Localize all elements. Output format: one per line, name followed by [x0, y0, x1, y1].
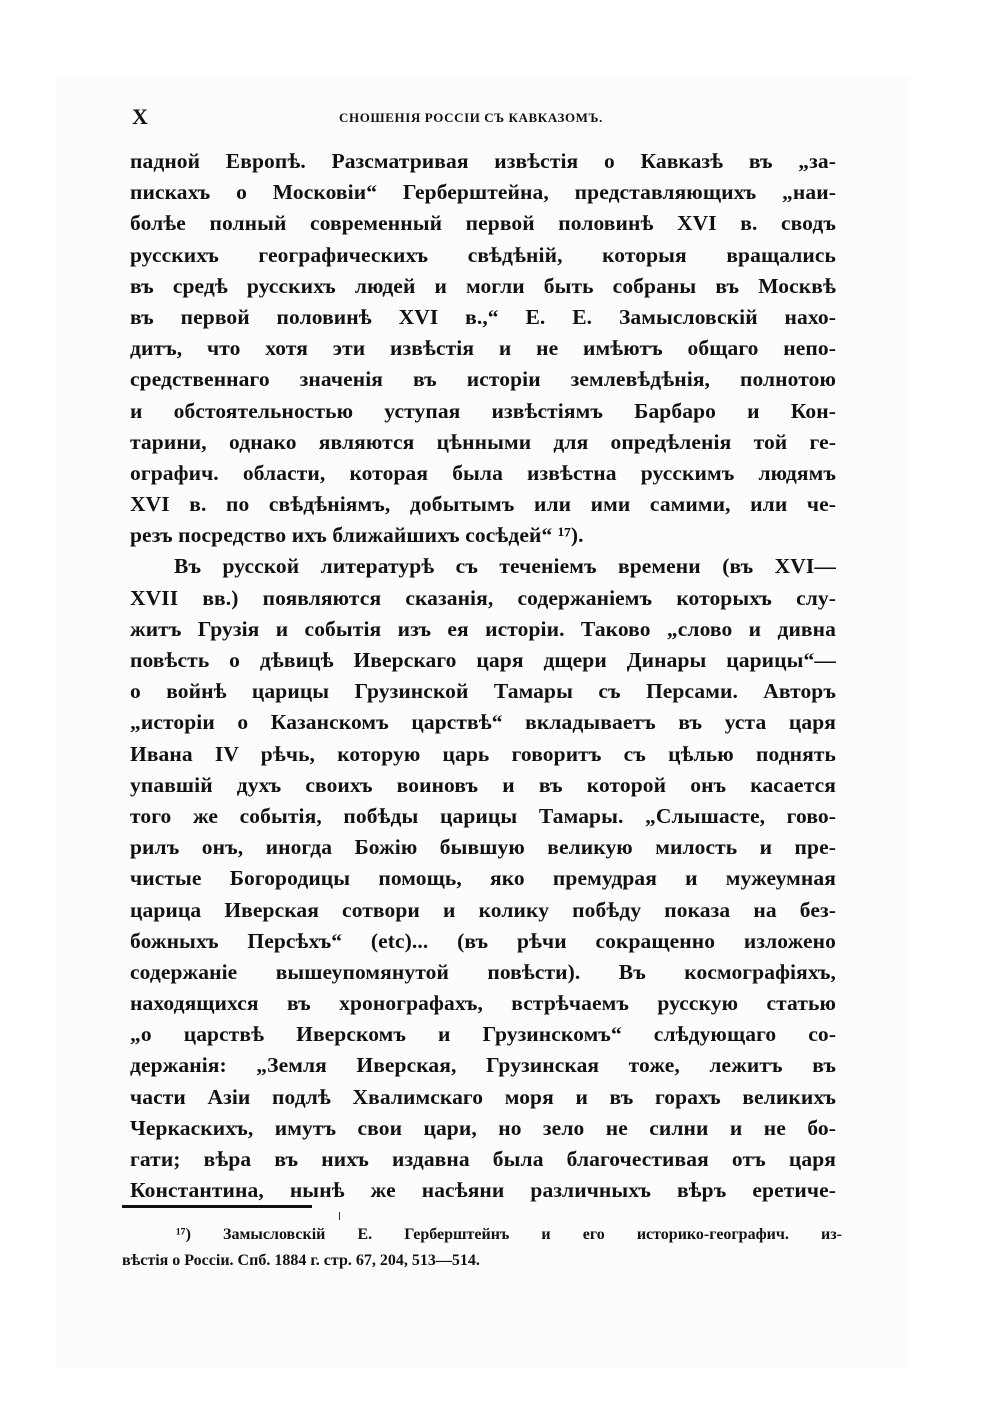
running-head [132, 104, 842, 132]
footnote-line: ¹⁷) Замысловскій Е. Герберштейнъ и его историко-географич. из- [176, 1226, 842, 1243]
print-speck [339, 1212, 340, 1220]
text-line: XVI в. по свѣдѣніямъ, добытымъ или ими самими, или че- [130, 492, 836, 517]
text-line: средственнаго значенія въ исторіи землевѣдѣнія, полнотою [130, 367, 836, 392]
text-line: въ первой половинѣ XVI в.,“ Е. Е. Замысловскій нахо- [130, 304, 836, 329]
text-line: ографич. области, которая была извѣстна русскимъ людямъ [130, 460, 836, 485]
text-line: житъ Грузія и событія изъ ея исторіи. Таково „слово и дивна [130, 616, 836, 641]
text-line: Черкаскихъ, имутъ свои цари, но зело не силни и не бо- [130, 1115, 836, 1140]
text-line: части Азіи подлѣ Хвалимскаго моря и въ горахъ великихъ [130, 1084, 836, 1109]
paragraph-start-line: Въ русской литературѣ съ теченіемъ времени (въ XVI— [174, 554, 836, 579]
page-number: X [132, 104, 148, 129]
text-line: пискахъ о Московіи“ Герберштейна, представляющихъ „наи- [130, 180, 836, 205]
running-title: СНОШЕНІЯ РОССІИ СЪ КАВКАЗОМЪ. [339, 110, 603, 125]
footnote [122, 1222, 842, 1274]
text-line: о войнѣ царицы Грузинской Тамары съ Персами. Авторъ [130, 679, 836, 704]
text-line: находящихся въ хронографахъ, встрѣчаемъ русскую статью [130, 991, 836, 1016]
text-line: упавшій духъ своихъ воиновъ и въ которой онъ касается [130, 772, 836, 797]
text-line: Константина, нынѣ же насѣяни различныхъ вѣръ еретиче- [130, 1178, 836, 1203]
text-line: того же событія, побѣды царицы Тамары. „Слышасте, гово- [130, 803, 836, 828]
text-line: царица Иверская сотвори и колику побѣду показа на без- [130, 897, 836, 922]
text-line: повѣсть о дѣвицѣ Иверскаго царя дщери Динары царицы“— [130, 648, 836, 672]
text-line: русскихъ географическихъ свѣдѣній, которыя вращались [130, 242, 836, 267]
text-line: божныхъ Персѣхъ“ (etc)... (въ рѣчи сокращенно изложено [130, 928, 836, 953]
text-line: тарини, однако являются цѣнными для опредѣленія той ге- [130, 429, 836, 454]
text-line: держанія: „Земля Иверская, Грузинская тоже, лежитъ въ [130, 1053, 836, 1078]
footnote-separator-rule [122, 1205, 312, 1208]
text-line: содержаніе вышеупомянутой повѣсти). Въ космографіяхъ, [130, 959, 836, 984]
text-line: и обстоятельностью уступая извѣстіямъ Барбаро и Кон- [130, 398, 836, 423]
paragraph-end-line: резъ посредство ихъ ближайшихъ сосѣдей“ ¹⁷). [130, 523, 584, 548]
text-line: чистые Богородицы помощь, яко премудрая и мужеумная [130, 866, 836, 891]
text-line: дитъ, что хотя эти извѣстія и не имѣютъ общаго непо- [130, 336, 836, 361]
text-line: болѣе полный современный первой половинѣ XVI в. сводъ [130, 211, 836, 236]
text-line: падной Европѣ. Разсматривая извѣстія о Кавказѣ въ „за- [130, 149, 836, 173]
text-line: Ивана IV рѣчь, которую царь говоритъ съ цѣлью поднять [130, 741, 836, 766]
text-line: въ средѣ русскихъ людей и могли быть собраны въ Москвѣ [130, 273, 836, 298]
footnote-line: вѣстія о Россіи. Спб. 1884 г. стр. 67, 204, 513—514. [122, 1252, 480, 1269]
body-text [130, 146, 836, 1206]
text-line: рилъ онъ, иногда Божію бывшую великую милость и пре- [130, 835, 836, 860]
text-line: гати; вѣра въ нихъ издавна была благочестивая отъ царя [130, 1147, 836, 1171]
text-line: XVII вв.) появляются сказанія, содержаніемъ которыхъ слу- [130, 585, 836, 610]
text-line: „исторіи о Казанскомъ царствѣ“ вкладываетъ въ уста царя [130, 710, 836, 735]
text-line: „о царствѣ Иверскомъ и Грузинскомъ“ слѣдующаго со- [130, 1022, 836, 1047]
